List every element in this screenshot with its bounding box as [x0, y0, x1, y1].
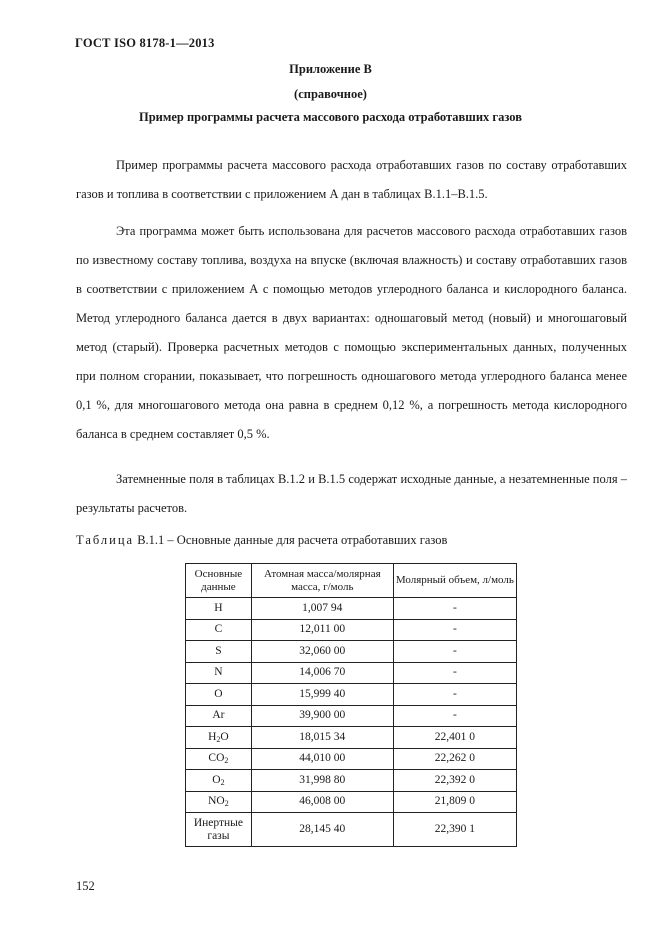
table-row	[186, 662, 517, 684]
basic-data-table	[185, 563, 517, 847]
table-row	[186, 641, 517, 663]
substance-symbol: Инертные газы	[193, 816, 243, 842]
cell-molar-volume: -	[393, 662, 516, 684]
table-row	[186, 748, 517, 770]
cell-molar-volume: 22,262 0	[393, 748, 516, 770]
substance-symbol: NO	[208, 795, 225, 808]
substance-symbol-tail: O	[220, 730, 229, 743]
cell-molar-mass: 39,900 00	[251, 705, 393, 727]
appendix-subtitle: (справочное)	[294, 87, 367, 101]
cell-molar-mass: 44,010 00	[251, 748, 393, 770]
cell-substance	[186, 684, 252, 706]
substance-symbol: CO	[208, 752, 225, 765]
table-header-row	[186, 564, 517, 598]
cell-molar-volume: -	[393, 684, 516, 706]
cell-substance	[186, 727, 252, 749]
cell-molar-mass: 31,998 80	[251, 770, 393, 792]
substance-symbol: S	[215, 644, 222, 657]
table-caption-rest: В.1.1 – Основные данные для расчета отработавших газов	[134, 533, 448, 547]
table-body	[186, 598, 517, 847]
table-caption-word: Таблица	[76, 533, 135, 547]
table-caption	[76, 533, 447, 548]
cell-substance	[186, 598, 252, 620]
cell-molar-mass: 46,008 00	[251, 791, 393, 813]
cell-molar-mass: 14,006 70	[251, 662, 393, 684]
cell-substance	[186, 705, 252, 727]
substance-subscript: 2	[220, 777, 225, 787]
appendix-title: Приложение В	[289, 62, 372, 76]
paragraph-3	[76, 465, 627, 523]
paragraph-1	[76, 151, 627, 209]
table-row	[186, 791, 517, 813]
cell-substance	[186, 619, 252, 641]
cell-molar-volume: 22,390 1	[393, 813, 516, 847]
paragraph-2-text: Эта программа может быть использована для расчетов массового расхода отработавших газов по известному составу топлива, воздуха на впуске (включая влажность) и составу отработавших газов в соответствии с приложением А с помощью методов углеродного баланса и кислородного баланса. Метод углеродного баланса дается в двух вариантах: одношаговый метод (новый) и многошаговый метод (старый). Проверка расчетных методов с помощью экспериментальных данных, полученных при полном сгорании, показывает, что погрешность одношагового метода углеродного баланса менее 0,1 %, для многошагового метода она равна в среднем 0,12 %, а погрешность метода кислородного баланса в среднем составляет 0,5 %.	[76, 224, 627, 441]
substance-symbol: Ar	[212, 709, 225, 722]
table-row	[186, 770, 517, 792]
substance-symbol: N	[214, 666, 223, 679]
cell-molar-volume: 22,401 0	[393, 727, 516, 749]
substance-symbol: H	[208, 730, 217, 743]
substance-subscript: 2	[224, 756, 229, 766]
cell-substance	[186, 813, 252, 847]
substance-subscript: 2	[216, 734, 221, 744]
cell-molar-volume: -	[393, 598, 516, 620]
substance-symbol: H	[214, 601, 223, 614]
cell-substance	[186, 770, 252, 792]
substance-symbol: O	[212, 773, 221, 786]
paragraph-1-text: Пример программы расчета массового расхода отработавших газов по составу отработавших газов и топлива в соответствии с приложением А дан в таблицах В.1.1–В.1.5.	[76, 158, 627, 201]
table-row	[186, 598, 517, 620]
cell-molar-mass: 1,007 94	[251, 598, 393, 620]
table-row	[186, 705, 517, 727]
cell-substance	[186, 641, 252, 663]
table-row	[186, 684, 517, 706]
document-header: ГОСТ ISO 8178-1—2013	[75, 36, 215, 50]
cell-molar-mass: 18,015 34	[251, 727, 393, 749]
cell-molar-volume: 22,392 0	[393, 770, 516, 792]
substance-subscript: 2	[224, 799, 229, 809]
table-row	[186, 619, 517, 641]
substance-symbol: O	[214, 687, 223, 700]
table-row	[186, 813, 517, 847]
cell-molar-volume: 21,809 0	[393, 791, 516, 813]
header-molar-volume: Молярный объем, л/моль	[393, 564, 516, 598]
cell-molar-volume: -	[393, 705, 516, 727]
page-number: 152	[76, 879, 95, 893]
cell-molar-mass: 15,999 40	[251, 684, 393, 706]
paragraph-3-text: Затемненные поля в таблицах В.1.2 и В.1.5 содержат исходные данные, а незатемненные поля – результаты расчетов.	[76, 472, 627, 515]
table-row	[186, 727, 517, 749]
cell-molar-volume: -	[393, 641, 516, 663]
cell-molar-volume: -	[393, 619, 516, 641]
cell-molar-mass: 12,011 00	[251, 619, 393, 641]
paragraph-2	[76, 217, 627, 449]
cell-substance	[186, 748, 252, 770]
cell-molar-mass: 28,145 40	[251, 813, 393, 847]
header-atomic-mass: Атомная масса/молярная масса, г/моль	[251, 564, 393, 598]
header-basic-data: Основные данные	[186, 564, 252, 598]
substance-symbol: C	[214, 623, 223, 636]
cell-substance	[186, 791, 252, 813]
appendix-heading: Пример программы расчета массового расхода отработавших газов	[138, 110, 523, 124]
cell-molar-mass: 32,060 00	[251, 641, 393, 663]
cell-substance	[186, 662, 252, 684]
